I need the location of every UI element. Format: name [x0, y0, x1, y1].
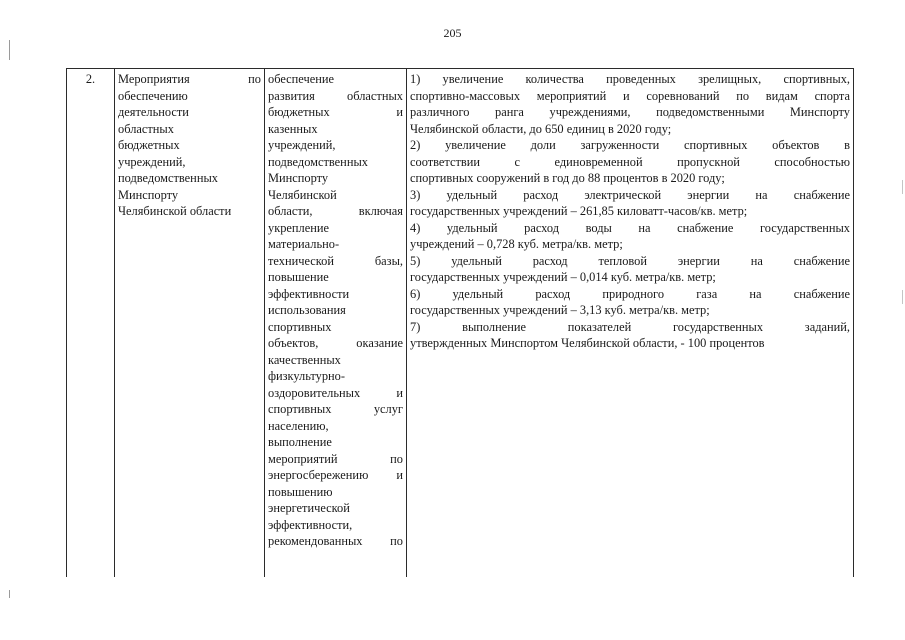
- result-line: Челябинской области, до 650 единиц в 2020 году;: [410, 121, 672, 136]
- event-title-line: областных: [118, 121, 174, 136]
- goal-line: энергосбережению и: [268, 468, 403, 482]
- result-line: различного ранга учреждениями, подведомственными Минспорту: [410, 105, 850, 119]
- event-title-line: Минспорту: [118, 187, 179, 202]
- row-number: 2.: [85, 72, 96, 86]
- event-title-cell: [115, 69, 265, 578]
- event-title-line: подведомственных: [118, 171, 218, 185]
- event-title-line: бюджетных: [118, 138, 180, 152]
- result-line: государственных учреждений – 0,014 куб. метра/кв. метр;: [410, 270, 716, 284]
- result-line: 4) удельный расход воды на снабжение государственных: [410, 220, 850, 235]
- goal-line: технической базы,: [268, 253, 403, 268]
- goal-line: учреждений,: [268, 138, 336, 152]
- result-line: учреждений – 0,728 куб. метра/кв. метр;: [410, 237, 623, 251]
- result-line: соответствии с единовременной пропускной способностью: [410, 154, 850, 169]
- goal-line: спортивных услуг: [268, 402, 403, 416]
- event-title-line: учреждений,: [118, 154, 186, 169]
- event-title-line: деятельности: [118, 105, 189, 119]
- event-title-line: Мероприятия по: [118, 72, 261, 86]
- goal-line: мероприятий по: [268, 451, 403, 466]
- goal-line: Минспорту: [268, 171, 329, 185]
- result-line: спортивно-массовых мероприятий и соревнований по видам спорта: [410, 88, 850, 103]
- goal-line: бюджетных и: [268, 105, 403, 119]
- result-line: спортивных сооружений в год до 88 процентов в 2020 году;: [410, 171, 725, 185]
- goal-line: области, включая: [268, 204, 403, 218]
- goal-line: материально-: [268, 237, 340, 251]
- goal-line: качественных: [268, 352, 341, 367]
- result-line: 1) увеличение количества проведенных зрелищных, спортивных,: [410, 72, 850, 86]
- program-table: [66, 68, 854, 577]
- goal-line: спортивных: [268, 319, 332, 334]
- result-line: 6) удельный расход природного газа на снабжение: [410, 286, 850, 301]
- goal-line: развития областных: [268, 88, 403, 103]
- goal-line: выполнение: [268, 435, 332, 449]
- goal-line: Челябинской: [268, 187, 337, 202]
- scan-margin-mark: [9, 40, 10, 60]
- goal-text: [268, 71, 403, 550]
- scan-edge-mark: [902, 290, 903, 304]
- results-cell: [407, 69, 854, 578]
- goal-line: оздоровительных и: [268, 385, 403, 400]
- goal-line: укрепление: [268, 220, 329, 235]
- event-title: [118, 71, 261, 220]
- goal-line: повышение: [268, 270, 329, 284]
- result-line: утвержденных Минспортом Челябинской области, - 100 процентов: [410, 336, 765, 350]
- result-line: государственных учреждений – 261,85 киловатт-часов/кв. метр;: [410, 204, 748, 218]
- goal-line: обеспечение: [268, 72, 334, 86]
- goal-line: казенных: [268, 121, 318, 136]
- goal-line: эффективности: [268, 286, 350, 301]
- page-number: 205: [443, 26, 462, 40]
- scan-edge-mark: [902, 180, 903, 194]
- goal-line: населению,: [268, 418, 329, 433]
- event-title-line: Челябинской области: [118, 204, 232, 218]
- result-line: государственных учреждений – 3,13 куб. метра/кв. метр;: [410, 303, 710, 317]
- table-row: [67, 69, 854, 578]
- result-line: 2) увеличение доли загруженности спортивных объектов в: [410, 138, 850, 152]
- goal-line: объектов, оказание: [268, 336, 403, 350]
- goal-line: энергетической: [268, 501, 350, 515]
- goal-line: рекомендованных по: [268, 534, 403, 548]
- result-line: 3) удельный расход электрической энергии на снабжение: [410, 187, 850, 202]
- results-text: [410, 71, 850, 352]
- row-number-cell: [67, 69, 115, 578]
- result-line: 7) выполнение показателей государственных заданий,: [410, 319, 850, 334]
- goal-line: использования: [268, 303, 346, 317]
- goal-line: повышению: [268, 484, 333, 499]
- scan-margin-mark: [9, 590, 10, 598]
- goal-line: физкультурно-: [268, 369, 346, 383]
- goal-cell: [265, 69, 407, 578]
- goal-line: эффективности,: [268, 517, 353, 532]
- event-title-line: обеспечению: [118, 88, 188, 103]
- result-line: 5) удельный расход тепловой энергии на снабжение: [410, 253, 850, 268]
- goal-line: подведомственных: [268, 154, 368, 169]
